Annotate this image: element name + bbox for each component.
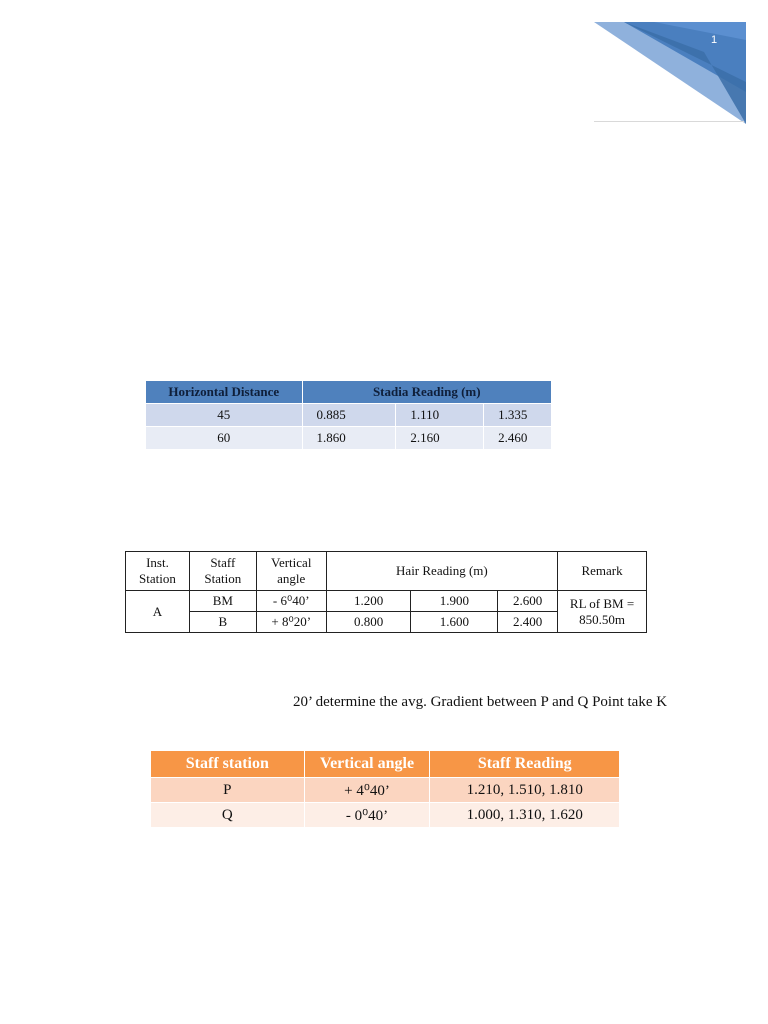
stadia-reading-header: Stadia Reading (m) bbox=[302, 381, 551, 404]
station-cell: P bbox=[151, 778, 305, 803]
corner-divider bbox=[594, 121, 744, 122]
reading-cell: 2.160 bbox=[396, 427, 484, 450]
table-row bbox=[151, 778, 620, 803]
inst-station-cell: A bbox=[126, 591, 190, 633]
station-cell: Q bbox=[151, 803, 305, 828]
distance-cell: 45 bbox=[146, 404, 303, 427]
angle-cell: + 4⁰40’ bbox=[304, 778, 430, 803]
hair-reading-cell: 2.400 bbox=[498, 612, 558, 633]
remark-header: Remark bbox=[558, 552, 647, 591]
reading-cell: 2.460 bbox=[484, 427, 552, 450]
hair-reading-table bbox=[125, 551, 647, 633]
vertical-angle-cell: + 8⁰20’ bbox=[256, 612, 326, 633]
table-row bbox=[126, 591, 647, 612]
corner-decoration bbox=[594, 22, 746, 124]
vertical-angle-cell: - 6⁰40’ bbox=[256, 591, 326, 612]
stadia-reading-table bbox=[145, 380, 552, 450]
reading-cell: 1.860 bbox=[302, 427, 396, 450]
staff-reading-table bbox=[150, 750, 620, 828]
reading-cell: 1.210, 1.510, 1.810 bbox=[430, 778, 620, 803]
vertical-angle-header: Vertical angle bbox=[304, 751, 430, 778]
inst-station-header: Inst. Station bbox=[126, 552, 190, 591]
table-header-row bbox=[126, 552, 647, 591]
remark-cell: RL of BM = 850.50m bbox=[558, 591, 647, 633]
distance-cell: 60 bbox=[146, 427, 303, 450]
hair-reading-cell: 2.600 bbox=[498, 591, 558, 612]
reading-cell: 1.000, 1.310, 1.620 bbox=[430, 803, 620, 828]
table-row bbox=[146, 427, 552, 450]
staff-station-header: Staff Station bbox=[189, 552, 256, 591]
hair-reading-cell: 1.200 bbox=[326, 591, 411, 612]
table-row bbox=[146, 404, 552, 427]
table-row bbox=[151, 803, 620, 828]
hair-reading-cell: 1.900 bbox=[411, 591, 498, 612]
hair-reading-header: Hair Reading (m) bbox=[326, 552, 557, 591]
staff-station-cell: BM bbox=[189, 591, 256, 612]
table-header-row bbox=[151, 751, 620, 778]
angle-cell: - 0⁰40’ bbox=[304, 803, 430, 828]
question-text: 20’ determine the avg. Gradient between P and Q Point take K bbox=[293, 694, 668, 710]
reading-cell: 1.335 bbox=[484, 404, 552, 427]
staff-reading-header: Staff Reading bbox=[430, 751, 620, 778]
hair-reading-cell: 0.800 bbox=[326, 612, 411, 633]
page-number: 1 bbox=[710, 34, 718, 46]
horizontal-distance-header: Horizontal Distance bbox=[146, 381, 303, 404]
staff-station-cell: B bbox=[189, 612, 256, 633]
reading-cell: 0.885 bbox=[302, 404, 396, 427]
reading-cell: 1.110 bbox=[396, 404, 484, 427]
table-header-row bbox=[146, 381, 552, 404]
hair-reading-cell: 1.600 bbox=[411, 612, 498, 633]
staff-station-header: Staff station bbox=[151, 751, 305, 778]
vertical-angle-header: Vertical angle bbox=[256, 552, 326, 591]
